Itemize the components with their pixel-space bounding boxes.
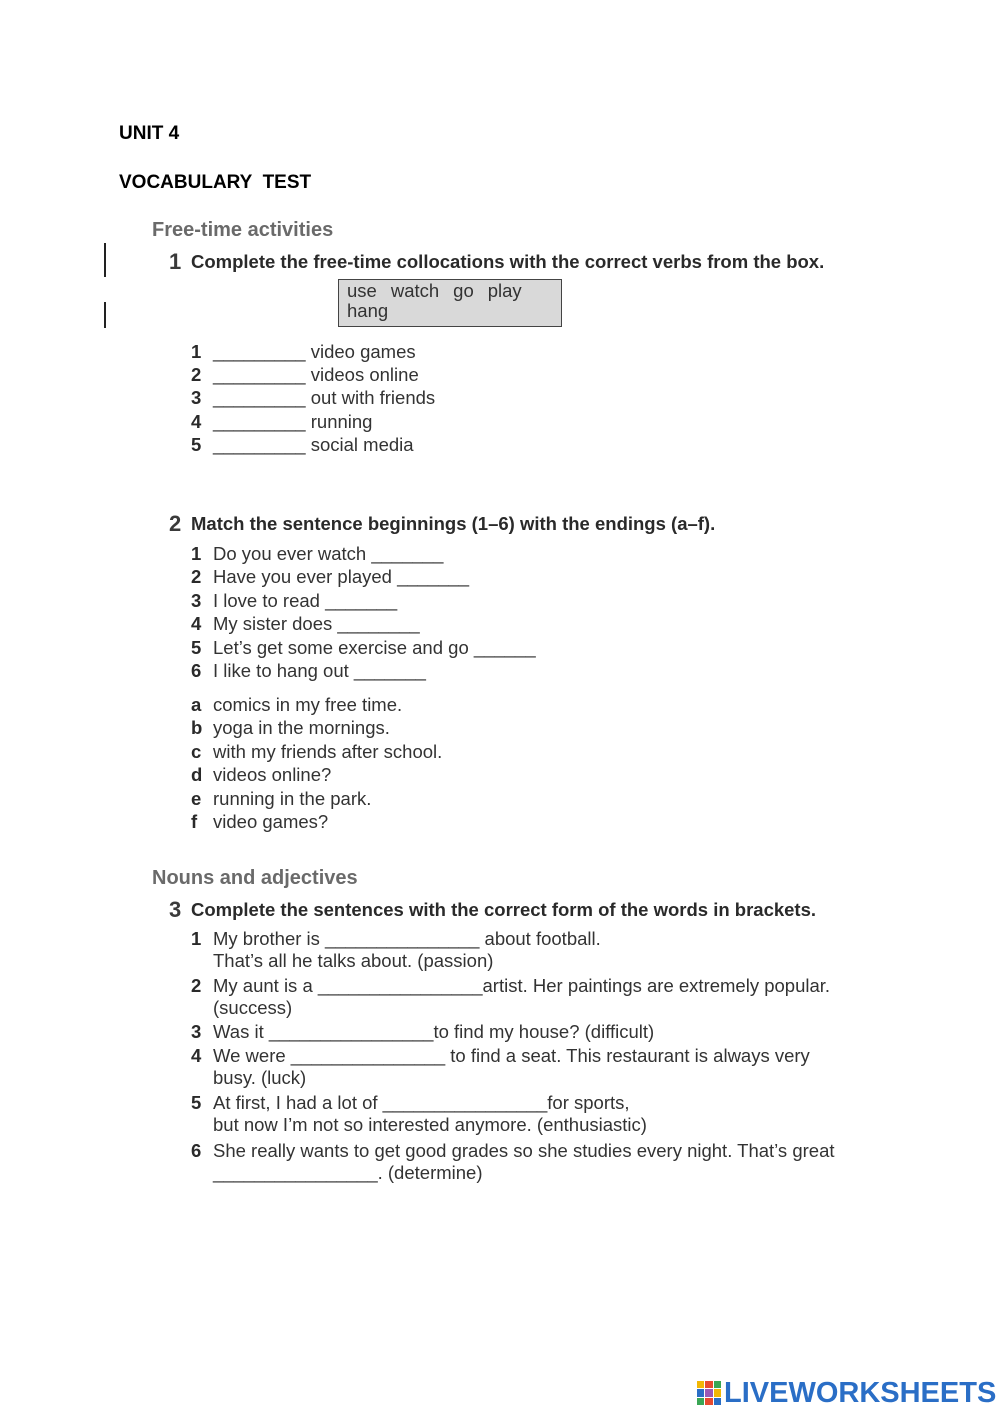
- ending-item: b yoga in the mornings.: [191, 717, 390, 738]
- list-item: 5 At first, I had a lot of ________________for sports,: [191, 1092, 630, 1113]
- list-item: 3 I love to read _______: [191, 590, 398, 611]
- ending-item: d videos online?: [191, 764, 332, 785]
- fill-in-line[interactable]: _________ social media: [213, 434, 414, 455]
- liveworksheets-logo[interactable]: [697, 1378, 996, 1408]
- liveworksheets-logo-text: LIVEWORKSHEETS: [724, 1376, 997, 1409]
- list-item: 3 _________ out with friends: [191, 387, 436, 408]
- list-item: 2 Have you ever played _______: [191, 566, 470, 587]
- box-word: hang: [347, 300, 389, 321]
- fill-in-line[interactable]: Let’s get some exercise and go ______: [213, 637, 536, 658]
- list-item: 3 Was it ________________to find my house? (difficult): [191, 1021, 655, 1042]
- exercise-3-instruction: Complete the sentences with the correct form of the words in brackets.: [191, 899, 817, 920]
- list-item-continuation: (success): [213, 997, 293, 1018]
- ending-item: a comics in my free time.: [191, 694, 403, 715]
- word-box: [338, 279, 562, 327]
- box-word: go: [453, 280, 474, 301]
- unit-title: UNIT 4: [119, 123, 180, 144]
- list-item: 1 _________ video games: [191, 341, 416, 362]
- fill-in-line[interactable]: My brother is _______________ about football.: [213, 928, 601, 949]
- list-item: 2 My aunt is a ________________artist. Her paintings are extremely popular.: [191, 975, 831, 996]
- test-title: VOCABULARY TEST: [119, 172, 312, 193]
- exercise-1-instruction: Complete the free-time collocations with the correct verbs from the box.: [191, 251, 825, 272]
- fill-in-line[interactable]: My sister does ________: [213, 613, 420, 634]
- list-item: 5 _________ social media: [191, 434, 414, 455]
- fill-in-line[interactable]: At first, I had a lot of ________________for sports,: [213, 1092, 630, 1113]
- fill-in-line[interactable]: Was it ________________to find my house? (difficult): [213, 1021, 655, 1042]
- fill-in-line[interactable]: ________________. (determine): [213, 1162, 483, 1183]
- list-item: 4 We were _______________ to find a seat. This restaurant is always very: [191, 1045, 810, 1066]
- list-item: 1 Do you ever watch _______: [191, 543, 444, 564]
- fill-in-line[interactable]: _________ out with friends: [213, 387, 436, 408]
- fill-in-line[interactable]: Have you ever played _______: [213, 566, 470, 587]
- box-word: use: [347, 280, 377, 301]
- list-item-continuation: That’s all he talks about. (passion): [213, 950, 494, 971]
- fill-in-line[interactable]: My aunt is a ________________artist. Her paintings are extremely popular.: [213, 975, 831, 996]
- fill-in-line[interactable]: _________ videos online: [213, 364, 419, 385]
- section-title-nouns-adjectives: Nouns and adjectives: [152, 867, 358, 889]
- section-title-free-time: Free-time activities: [152, 219, 334, 241]
- fill-in-line[interactable]: _________ running: [213, 411, 373, 432]
- list-item: 6 I like to hang out _______: [191, 660, 426, 681]
- list-item: 6 She really wants to get good grades so she studies every night. That’s great: [191, 1140, 835, 1161]
- exercise-3-number: 3: [169, 897, 182, 922]
- fill-in-line[interactable]: Do you ever watch _______: [213, 543, 444, 564]
- ending-item: e running in the park.: [191, 788, 372, 809]
- fill-in-line[interactable]: I love to read _______: [213, 590, 398, 611]
- exercise-2-number: 2: [169, 511, 182, 536]
- fill-in-line[interactable]: I like to hang out _______: [213, 660, 426, 681]
- list-item: 1 My brother is _______________ about football.: [191, 928, 601, 949]
- fill-in-line[interactable]: _________ video games: [213, 341, 416, 362]
- liveworksheets-logo-icon: [697, 1381, 721, 1405]
- box-word: watch: [390, 280, 440, 301]
- list-item-continuation: busy. (luck): [213, 1067, 307, 1088]
- margin-mark: [104, 243, 106, 277]
- list-item: 4 _________ running: [191, 411, 373, 432]
- margin-mark: [104, 302, 106, 328]
- fill-in-line[interactable]: We were _______________ to find a seat. This restaurant is always very: [213, 1045, 810, 1066]
- box-word: play: [487, 280, 522, 301]
- list-item: 5 Let’s get some exercise and go ______: [191, 637, 536, 658]
- list-item-continuation: but now I’m not so interested anymore. (enthusiastic): [213, 1114, 647, 1135]
- ending-item: f video games?: [191, 811, 329, 832]
- ending-item: c with my friends after school.: [191, 741, 443, 762]
- exercise-1-number: 1: [169, 249, 182, 274]
- list-item: 2 _________ videos online: [191, 364, 419, 385]
- list-item: 4 My sister does ________: [191, 613, 420, 634]
- exercise-2-instruction: Match the sentence beginnings (1–6) with the endings (a–f).: [191, 513, 716, 534]
